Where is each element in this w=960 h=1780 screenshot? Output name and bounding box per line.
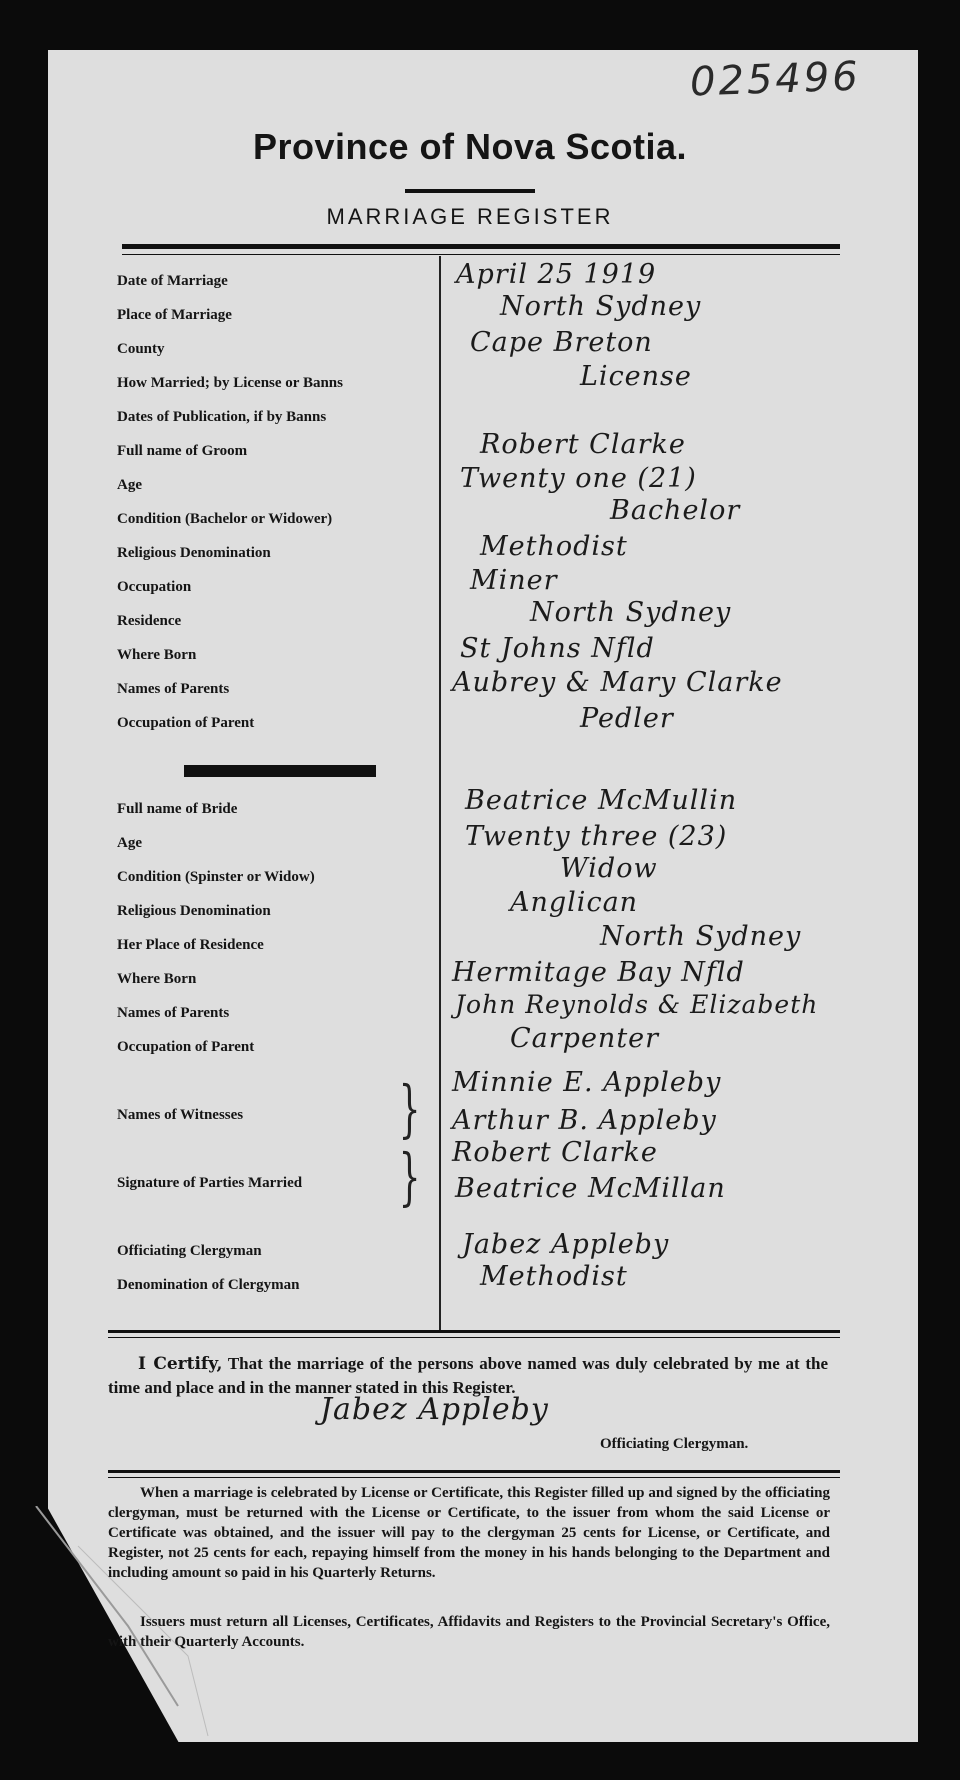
field-value-officiating-clergyman[interactable]: Jabez Appleby: [462, 1229, 670, 1260]
field-value-groom-residence[interactable]: North Sydney: [530, 597, 732, 628]
section-rule: [108, 1330, 840, 1333]
field-label: Full name of Bride: [117, 798, 437, 820]
field-value-groom-religion[interactable]: Methodist: [480, 531, 628, 562]
issuer-instructions: Issuers must return all Licenses, Certificates, Affidavits and Registers to the Provincial Secretary's Office, with their Quarterly Accounts.: [108, 1614, 830, 1650]
clergyman-signature[interactable]: Jabez Appleby: [320, 1392, 549, 1427]
field-value-bride-parent-occupation[interactable]: Carpenter: [510, 1023, 660, 1054]
title-rule: [405, 189, 535, 193]
brace-signatures: }: [398, 1140, 421, 1213]
brace-witnesses: }: [398, 1072, 421, 1145]
field-label: Condition (Spinster or Widow): [117, 866, 437, 888]
field-value-groom-condition[interactable]: Bachelor: [610, 495, 741, 526]
bride-section-bar: [184, 765, 376, 777]
register-subtitle: MARRIAGE REGISTER: [326, 204, 614, 229]
return-instructions: When a marriage is celebrated by License or Certificate, this Register filled up and signed by the officiating clergyman, must be returned with the License or Certificate, to the issuer from whom the said License or Certificate was obtained, and the issuer will pay to the clergyman 25 cents for License, or Certificate, and Register, not 25 cents for each, repaying himself from the money in his hands belonging to the Department and including amount so paid in his Quarterly Returns.: [108, 1485, 830, 1581]
field-value-groom-occupation[interactable]: Miner: [470, 565, 558, 596]
field-value-bride-parents[interactable]: John Reynolds & Elizabeth: [455, 990, 819, 1019]
field-label: Where Born: [117, 968, 437, 990]
field-value-publication-dates[interactable]: [456, 394, 896, 428]
clergyman-role-label: Officiating Clergyman.: [600, 1436, 749, 1452]
document-number: 025496: [689, 53, 862, 106]
field-label: Residence: [117, 610, 437, 632]
field-label: Religious Denomination: [117, 900, 437, 922]
field-value-bride-name[interactable]: Beatrice McMullin: [465, 785, 738, 816]
certify-text: That the marriage of the persons above named was duly celebrated by me at the time and place and in the manner stated in this Register.: [108, 1354, 828, 1397]
field-value-bride-religion[interactable]: Anglican: [510, 887, 639, 918]
field-label: Occupation: [117, 576, 437, 598]
field-label: Occupation of Parent: [117, 712, 437, 734]
field-label: Names of Parents: [117, 1002, 437, 1024]
witness-name-1[interactable]: Minnie E. Appleby: [452, 1067, 722, 1098]
section-rule-thin: [108, 1337, 840, 1338]
signature-bride[interactable]: Beatrice McMillan: [455, 1173, 726, 1204]
footer-rule: [108, 1470, 840, 1473]
field-label: Dates of Publication, if by Banns: [117, 406, 437, 428]
field-value-place-of-marriage[interactable]: North Sydney: [500, 291, 702, 322]
field-value-bride-residence[interactable]: North Sydney: [600, 921, 802, 952]
field-label: Full name of Groom: [117, 440, 437, 462]
field-value-groom-name[interactable]: Robert Clarke: [480, 429, 686, 460]
column-divider: [439, 256, 441, 1330]
field-label: Age: [117, 474, 437, 496]
field-value-how-married[interactable]: License: [580, 361, 692, 392]
field-label: Names of Witnesses: [117, 1104, 407, 1126]
field-label: Condition (Bachelor or Widower): [117, 508, 437, 530]
field-label: Her Place of Residence: [117, 934, 437, 956]
witness-name-2[interactable]: Arthur B. Appleby: [452, 1105, 717, 1136]
field-label: Where Born: [117, 644, 437, 666]
field-value-county[interactable]: Cape Breton: [470, 327, 653, 358]
field-value-groom-birthplace[interactable]: St Johns Nfld: [460, 633, 655, 664]
field-value-clergy-denomination[interactable]: Methodist: [480, 1261, 628, 1292]
signature-groom[interactable]: Robert Clarke: [452, 1137, 658, 1168]
header-rule: [122, 244, 840, 249]
page-title: Province of Nova Scotia.: [252, 126, 688, 167]
field-label: How Married; by License or Banns: [117, 372, 437, 394]
field-label: Religious Denomination: [117, 542, 437, 564]
field-label: Place of Marriage: [117, 304, 437, 326]
field-label: County: [117, 338, 437, 360]
certify-lead: I Certify,: [138, 1354, 223, 1374]
field-label: Denomination of Clergyman: [117, 1274, 437, 1296]
field-value-groom-age[interactable]: Twenty one (21): [460, 463, 697, 494]
field-value-date-of-marriage[interactable]: April 25 1919: [456, 259, 657, 290]
field-label: Officiating Clergyman: [117, 1240, 437, 1262]
field-value-groom-parents[interactable]: Aubrey & Mary Clarke: [452, 667, 783, 698]
field-value-groom-parent-occupation[interactable]: Pedler: [580, 703, 674, 734]
field-value-bride-age[interactable]: Twenty three (23): [465, 821, 728, 852]
header-rule-thin: [122, 254, 840, 255]
field-value-bride-condition[interactable]: Widow: [560, 853, 658, 884]
footer-rule-thin: [108, 1477, 840, 1478]
field-label: Date of Marriage: [117, 270, 437, 292]
field-label: Names of Parents: [117, 678, 437, 700]
field-label: Age: [117, 832, 437, 854]
field-value-bride-birthplace[interactable]: Hermitage Bay Nfld: [452, 957, 745, 988]
field-label: Signature of Parties Married: [117, 1172, 397, 1194]
field-label: Occupation of Parent: [117, 1036, 437, 1058]
